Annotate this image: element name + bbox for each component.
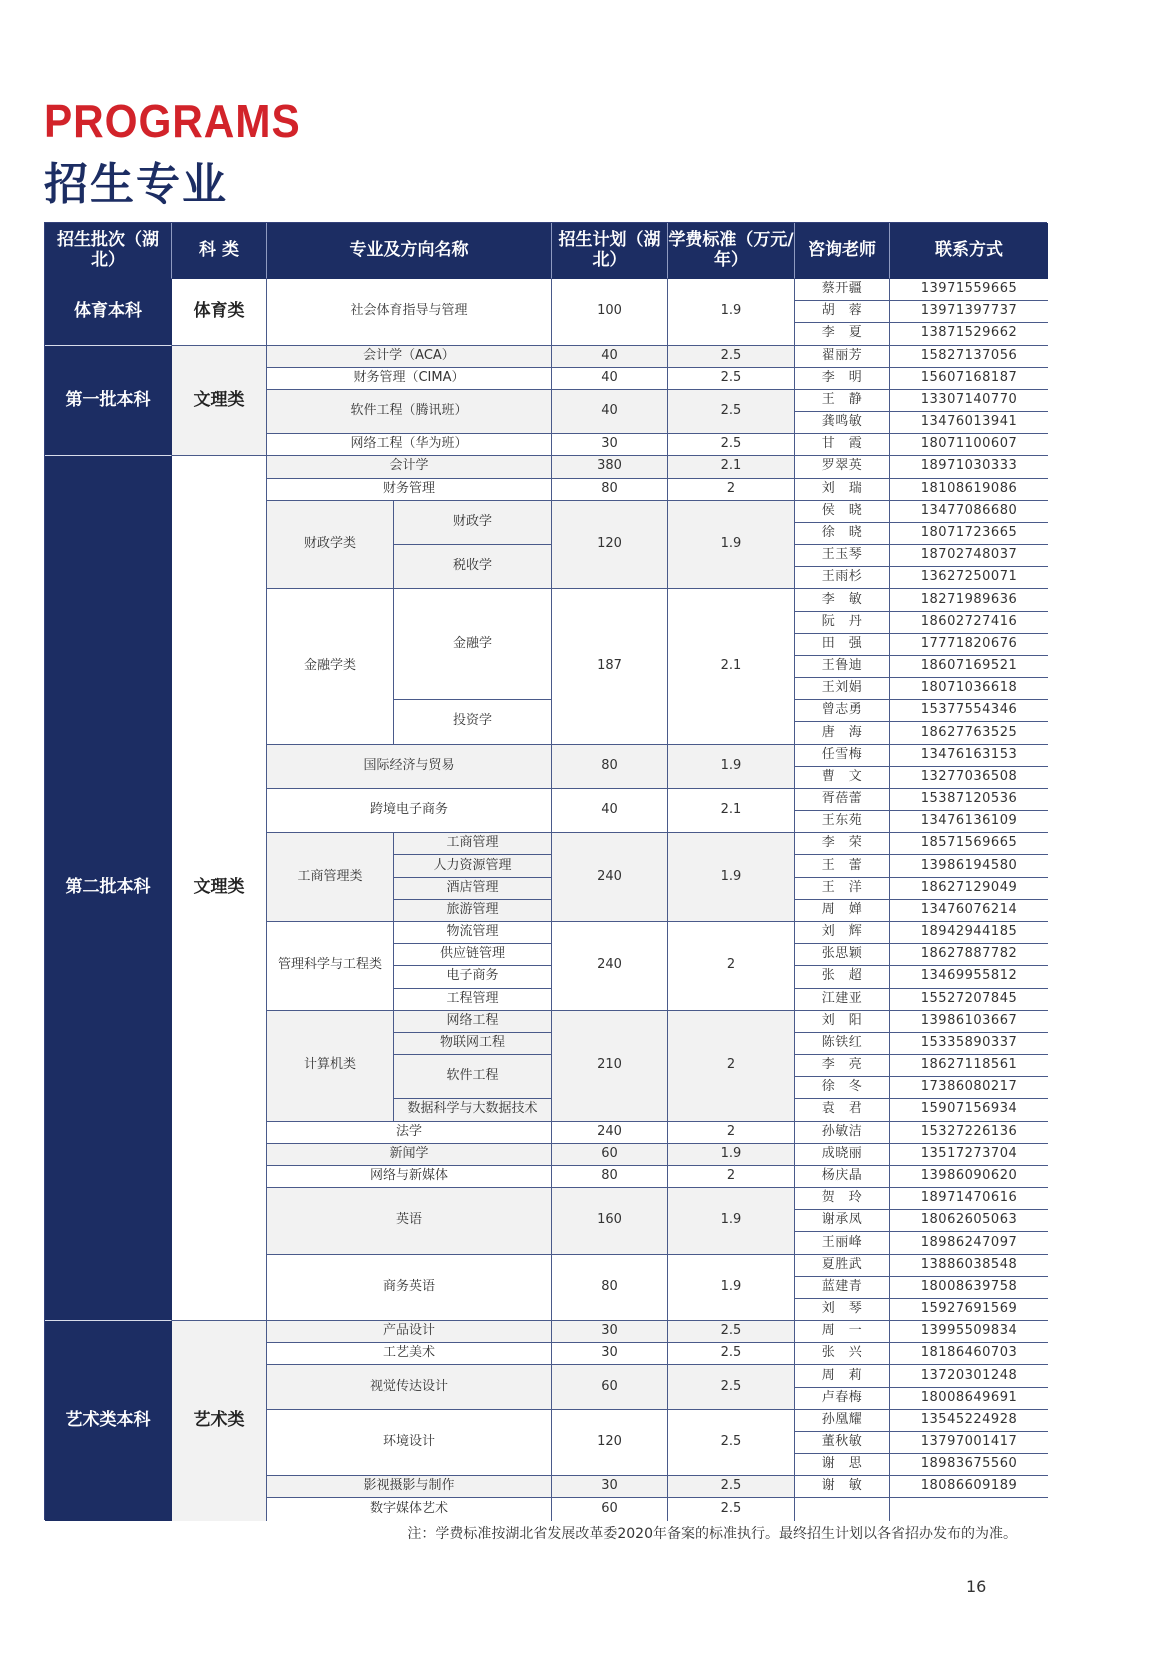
phone-number: 18071723665 bbox=[890, 523, 1048, 545]
teacher-name: 王丽峰 bbox=[795, 1232, 890, 1254]
teacher-name: 刘 瑞 bbox=[795, 479, 890, 501]
phone-number: 18627887782 bbox=[890, 944, 1048, 966]
phone-number: 13476136109 bbox=[890, 811, 1048, 833]
phone-number: 18627763525 bbox=[890, 722, 1048, 744]
phone-number: 13476163153 bbox=[890, 745, 1048, 767]
phone-number: 18071036618 bbox=[890, 678, 1048, 700]
teacher-name: 谢承凤 bbox=[795, 1210, 890, 1232]
major-name: 物流管理 bbox=[394, 922, 552, 944]
major-name: 会计学 bbox=[267, 456, 552, 478]
phone-number: 13986103667 bbox=[890, 1011, 1048, 1033]
phone-number: 15907156934 bbox=[890, 1099, 1048, 1121]
major-name: 产品设计 bbox=[267, 1321, 552, 1343]
teacher-name: 孙凰耀 bbox=[795, 1410, 890, 1432]
header-teacher: 咨询老师 bbox=[795, 223, 890, 279]
fee-value: 2.1 bbox=[668, 789, 795, 833]
teacher-name: 卢春梅 bbox=[795, 1388, 890, 1410]
major-name: 网络工程 bbox=[394, 1011, 552, 1033]
teacher-name: 王东苑 bbox=[795, 811, 890, 833]
teacher-name: 蔡开疆 bbox=[795, 279, 890, 301]
plan-value: 60 bbox=[552, 1498, 668, 1520]
header-contact: 联系方式 bbox=[890, 223, 1048, 279]
phone-number: 13971559665 bbox=[890, 279, 1048, 301]
phone-number: 15335890337 bbox=[890, 1033, 1048, 1055]
plan-value: 210 bbox=[552, 1011, 668, 1122]
phone-number: 13545224928 bbox=[890, 1410, 1048, 1432]
fee-value: 2 bbox=[668, 922, 795, 1011]
phone-number: 18062605063 bbox=[890, 1210, 1048, 1232]
major-name: 酒店管理 bbox=[394, 878, 552, 900]
fee-value: 2.5 bbox=[668, 1321, 795, 1343]
page-number: 16 bbox=[966, 1577, 987, 1596]
teacher-name: 孙敏洁 bbox=[795, 1122, 890, 1144]
teacher-name: 张 兴 bbox=[795, 1343, 890, 1365]
fee-value: 1.9 bbox=[668, 1188, 795, 1255]
major-group: 管理科学与工程类 bbox=[267, 922, 394, 1011]
plan-value: 60 bbox=[552, 1144, 668, 1166]
phone-number: 13277036508 bbox=[890, 767, 1048, 789]
major-name: 工程管理 bbox=[394, 989, 552, 1011]
teacher-name: 胥蓓蕾 bbox=[795, 789, 890, 811]
teacher-name: 王鲁迪 bbox=[795, 656, 890, 678]
phone-number: 13720301248 bbox=[890, 1365, 1048, 1387]
major-name: 财务管理（CIMA） bbox=[267, 368, 552, 390]
phone-number: 18186460703 bbox=[890, 1343, 1048, 1365]
header-major: 专业及方向名称 bbox=[267, 223, 552, 279]
teacher-name: 罗翠英 bbox=[795, 456, 890, 478]
phone-number: 18108619086 bbox=[890, 479, 1048, 501]
teacher-name: 任雪梅 bbox=[795, 745, 890, 767]
major-group: 计算机类 bbox=[267, 1011, 394, 1122]
teacher-name: 李 夏 bbox=[795, 323, 890, 345]
major-name: 税收学 bbox=[394, 545, 552, 589]
fee-value: 1.9 bbox=[668, 833, 795, 922]
phone-number: 18627129049 bbox=[890, 878, 1048, 900]
category-label: 体育类 bbox=[172, 279, 267, 346]
teacher-name: 周 婵 bbox=[795, 900, 890, 922]
header-category: 科 类 bbox=[172, 223, 267, 279]
major-name: 物联网工程 bbox=[394, 1033, 552, 1055]
phone-number: 15607168187 bbox=[890, 368, 1048, 390]
phone-number: 13995509834 bbox=[890, 1321, 1048, 1343]
teacher-name: 周 一 bbox=[795, 1321, 890, 1343]
major-name: 社会体育指导与管理 bbox=[267, 279, 552, 346]
phone-number: 15327226136 bbox=[890, 1122, 1048, 1144]
teacher-name: 王 洋 bbox=[795, 878, 890, 900]
fee-value: 2.5 bbox=[668, 390, 795, 434]
plan-value: 380 bbox=[552, 456, 668, 478]
phone-number: 13476013941 bbox=[890, 412, 1048, 434]
phone-number: 18942944185 bbox=[890, 922, 1048, 944]
major-name: 投资学 bbox=[394, 700, 552, 744]
major-name: 法学 bbox=[267, 1122, 552, 1144]
plan-value: 80 bbox=[552, 1255, 668, 1322]
major-name: 环境设计 bbox=[267, 1410, 552, 1477]
fee-value: 2.5 bbox=[668, 434, 795, 456]
teacher-name: 侯 晓 bbox=[795, 501, 890, 523]
major-name: 软件工程 bbox=[394, 1055, 552, 1099]
fee-value: 1.9 bbox=[668, 279, 795, 346]
batch-label: 第二批本科 bbox=[45, 456, 172, 1321]
phone-number: 15387120536 bbox=[890, 789, 1048, 811]
plan-value: 240 bbox=[552, 1122, 668, 1144]
footnote: 注：学费标准按湖北省发展改革委2020年备案的标准执行。最终招生计划以各省招办发布的为准。 bbox=[407, 1526, 1017, 1542]
teacher-name: 王刘娟 bbox=[795, 678, 890, 700]
phone-number: 13971397737 bbox=[890, 301, 1048, 323]
major-name: 新闻学 bbox=[267, 1144, 552, 1166]
phone-number: 18071100607 bbox=[890, 434, 1048, 456]
major-name: 工艺美术 bbox=[267, 1343, 552, 1365]
plan-value: 240 bbox=[552, 833, 668, 922]
phone-number: 18602727416 bbox=[890, 612, 1048, 634]
phone-number: 13886038548 bbox=[890, 1255, 1048, 1277]
major-name: 软件工程（腾讯班） bbox=[267, 390, 552, 434]
fee-value: 2.5 bbox=[668, 1410, 795, 1477]
major-name: 电子商务 bbox=[394, 966, 552, 988]
fee-value: 2 bbox=[668, 1011, 795, 1122]
phone-number: 13986194580 bbox=[890, 855, 1048, 877]
teacher-name: 翟丽芳 bbox=[795, 346, 890, 368]
major-name: 影视摄影与制作 bbox=[267, 1476, 552, 1498]
fee-value: 2.5 bbox=[668, 1343, 795, 1365]
fee-value: 2.5 bbox=[668, 1498, 795, 1520]
title-english: PROGRAMS bbox=[44, 95, 301, 147]
major-name: 供应链管理 bbox=[394, 944, 552, 966]
phone-number bbox=[890, 1498, 1048, 1520]
phone-number: 15827137056 bbox=[890, 346, 1048, 368]
plan-value: 40 bbox=[552, 390, 668, 434]
fee-value: 1.9 bbox=[668, 745, 795, 789]
teacher-name: 陈铁红 bbox=[795, 1033, 890, 1055]
fee-value: 2.5 bbox=[668, 1476, 795, 1498]
major-group: 财政学类 bbox=[267, 501, 394, 590]
teacher-name: 董秋敏 bbox=[795, 1432, 890, 1454]
phone-number: 13307140770 bbox=[890, 390, 1048, 412]
phone-number: 18607169521 bbox=[890, 656, 1048, 678]
plan-value: 240 bbox=[552, 922, 668, 1011]
teacher-name: 刘 琴 bbox=[795, 1299, 890, 1321]
batch-label: 艺术类本科 bbox=[45, 1321, 172, 1521]
teacher-name: 李 亮 bbox=[795, 1055, 890, 1077]
phone-number: 15927691569 bbox=[890, 1299, 1048, 1321]
phone-number: 18971470616 bbox=[890, 1188, 1048, 1210]
major-group: 金融学类 bbox=[267, 589, 394, 744]
major-name: 财务管理 bbox=[267, 479, 552, 501]
fee-value: 1.9 bbox=[668, 501, 795, 590]
teacher-name: 曾志勇 bbox=[795, 700, 890, 722]
major-name: 数字媒体艺术 bbox=[267, 1498, 552, 1520]
fee-value: 1.9 bbox=[668, 1144, 795, 1166]
phone-number: 13986090620 bbox=[890, 1166, 1048, 1188]
phone-number: 18008639758 bbox=[890, 1277, 1048, 1299]
plan-value: 40 bbox=[552, 368, 668, 390]
major-name: 国际经济与贸易 bbox=[267, 745, 552, 789]
major-group: 工商管理类 bbox=[267, 833, 394, 922]
major-name: 旅游管理 bbox=[394, 900, 552, 922]
fee-value: 1.9 bbox=[668, 1255, 795, 1322]
batch-label: 体育本科 bbox=[45, 279, 172, 346]
header-plan: 招生计划（湖北） bbox=[552, 223, 668, 279]
plan-value: 30 bbox=[552, 434, 668, 456]
teacher-name: 张思颖 bbox=[795, 944, 890, 966]
plan-value: 40 bbox=[552, 789, 668, 833]
header-fee: 学费标准（万元/年） bbox=[668, 223, 795, 279]
major-name: 网络工程（华为班） bbox=[267, 434, 552, 456]
teacher-name: 李 荣 bbox=[795, 833, 890, 855]
plan-value: 160 bbox=[552, 1188, 668, 1255]
teacher-name: 李 敏 bbox=[795, 589, 890, 611]
header-batch: 招生批次（湖北） bbox=[45, 223, 172, 279]
plan-value: 80 bbox=[552, 1166, 668, 1188]
teacher-name: 王 静 bbox=[795, 390, 890, 412]
major-name: 工商管理 bbox=[394, 833, 552, 855]
plan-value: 120 bbox=[552, 1410, 668, 1477]
teacher-name: 谢 敏 bbox=[795, 1476, 890, 1498]
major-name: 网络与新媒体 bbox=[267, 1166, 552, 1188]
plan-value: 80 bbox=[552, 745, 668, 789]
programs-table bbox=[44, 222, 1047, 1520]
fee-value: 2.1 bbox=[668, 589, 795, 744]
teacher-name: 徐 冬 bbox=[795, 1077, 890, 1099]
batch-label: 第一批本科 bbox=[45, 346, 172, 457]
fee-value: 2 bbox=[668, 1122, 795, 1144]
teacher-name: 刘 阳 bbox=[795, 1011, 890, 1033]
phone-number: 18008649691 bbox=[890, 1388, 1048, 1410]
plan-value: 30 bbox=[552, 1476, 668, 1498]
teacher-name: 甘 霞 bbox=[795, 434, 890, 456]
teacher-name: 刘 辉 bbox=[795, 922, 890, 944]
phone-number: 13517273704 bbox=[890, 1144, 1048, 1166]
phone-number: 13871529662 bbox=[890, 323, 1048, 345]
phone-number: 13469955812 bbox=[890, 966, 1048, 988]
teacher-name: 唐 海 bbox=[795, 722, 890, 744]
title-chinese: 招生专业 bbox=[44, 159, 228, 210]
plan-value: 100 bbox=[552, 279, 668, 346]
fee-value: 2.5 bbox=[668, 1365, 795, 1409]
phone-number: 13476076214 bbox=[890, 900, 1048, 922]
category-label: 文理类 bbox=[172, 346, 267, 457]
teacher-name: 王雨杉 bbox=[795, 567, 890, 589]
plan-value: 30 bbox=[552, 1321, 668, 1343]
category-label: 艺术类 bbox=[172, 1321, 267, 1521]
plan-value: 187 bbox=[552, 589, 668, 744]
plan-value: 80 bbox=[552, 479, 668, 501]
teacher-name: 夏胜武 bbox=[795, 1255, 890, 1277]
phone-number: 17386080217 bbox=[890, 1077, 1048, 1099]
teacher-name: 成晓丽 bbox=[795, 1144, 890, 1166]
major-name: 财政学 bbox=[394, 501, 552, 545]
plan-value: 40 bbox=[552, 346, 668, 368]
teacher-name: 江建亚 bbox=[795, 989, 890, 1011]
major-name: 人力资源管理 bbox=[394, 855, 552, 877]
teacher-name: 蓝建青 bbox=[795, 1277, 890, 1299]
phone-number: 18983675560 bbox=[890, 1454, 1048, 1476]
phone-number: 15527207845 bbox=[890, 989, 1048, 1011]
teacher-name: 周 莉 bbox=[795, 1365, 890, 1387]
teacher-name: 曹 文 bbox=[795, 767, 890, 789]
fee-value: 2 bbox=[668, 479, 795, 501]
teacher-name: 杨庆晶 bbox=[795, 1166, 890, 1188]
teacher-name: 田 强 bbox=[795, 634, 890, 656]
teacher-name: 谢 思 bbox=[795, 1454, 890, 1476]
phone-number: 18986247097 bbox=[890, 1232, 1048, 1254]
major-name: 数据科学与大数据技术 bbox=[394, 1099, 552, 1121]
fee-value: 2 bbox=[668, 1166, 795, 1188]
teacher-name: 胡 蓉 bbox=[795, 301, 890, 323]
phone-number: 17771820676 bbox=[890, 634, 1048, 656]
fee-value: 2.5 bbox=[668, 368, 795, 390]
plan-value: 120 bbox=[552, 501, 668, 590]
category-label: 文理类 bbox=[172, 456, 267, 1321]
major-name: 会计学（ACA） bbox=[267, 346, 552, 368]
major-name: 视觉传达设计 bbox=[267, 1365, 552, 1409]
fee-value: 2.1 bbox=[668, 456, 795, 478]
phone-number: 18627118561 bbox=[890, 1055, 1048, 1077]
phone-number: 13477086680 bbox=[890, 501, 1048, 523]
phone-number: 18571569665 bbox=[890, 833, 1048, 855]
phone-number: 18702748037 bbox=[890, 545, 1048, 567]
phone-number: 18271989636 bbox=[890, 589, 1048, 611]
teacher-name: 贺 玲 bbox=[795, 1188, 890, 1210]
plan-value: 60 bbox=[552, 1365, 668, 1409]
major-name: 商务英语 bbox=[267, 1255, 552, 1322]
teacher-name: 龚鸣敏 bbox=[795, 412, 890, 434]
fee-value: 2.5 bbox=[668, 346, 795, 368]
teacher-name: 阮 丹 bbox=[795, 612, 890, 634]
phone-number: 18971030333 bbox=[890, 456, 1048, 478]
major-name: 跨境电子商务 bbox=[267, 789, 552, 833]
teacher-name: 徐 晓 bbox=[795, 523, 890, 545]
teacher-name bbox=[795, 1498, 890, 1520]
teacher-name: 王玉琴 bbox=[795, 545, 890, 567]
phone-number: 18086609189 bbox=[890, 1476, 1048, 1498]
major-name: 金融学 bbox=[394, 589, 552, 700]
teacher-name: 张 超 bbox=[795, 966, 890, 988]
phone-number: 13627250071 bbox=[890, 567, 1048, 589]
phone-number: 15377554346 bbox=[890, 700, 1048, 722]
teacher-name: 王 蕾 bbox=[795, 855, 890, 877]
major-name: 英语 bbox=[267, 1188, 552, 1255]
plan-value: 30 bbox=[552, 1343, 668, 1365]
phone-number: 13797001417 bbox=[890, 1432, 1048, 1454]
teacher-name: 李 明 bbox=[795, 368, 890, 390]
teacher-name: 袁 君 bbox=[795, 1099, 890, 1121]
